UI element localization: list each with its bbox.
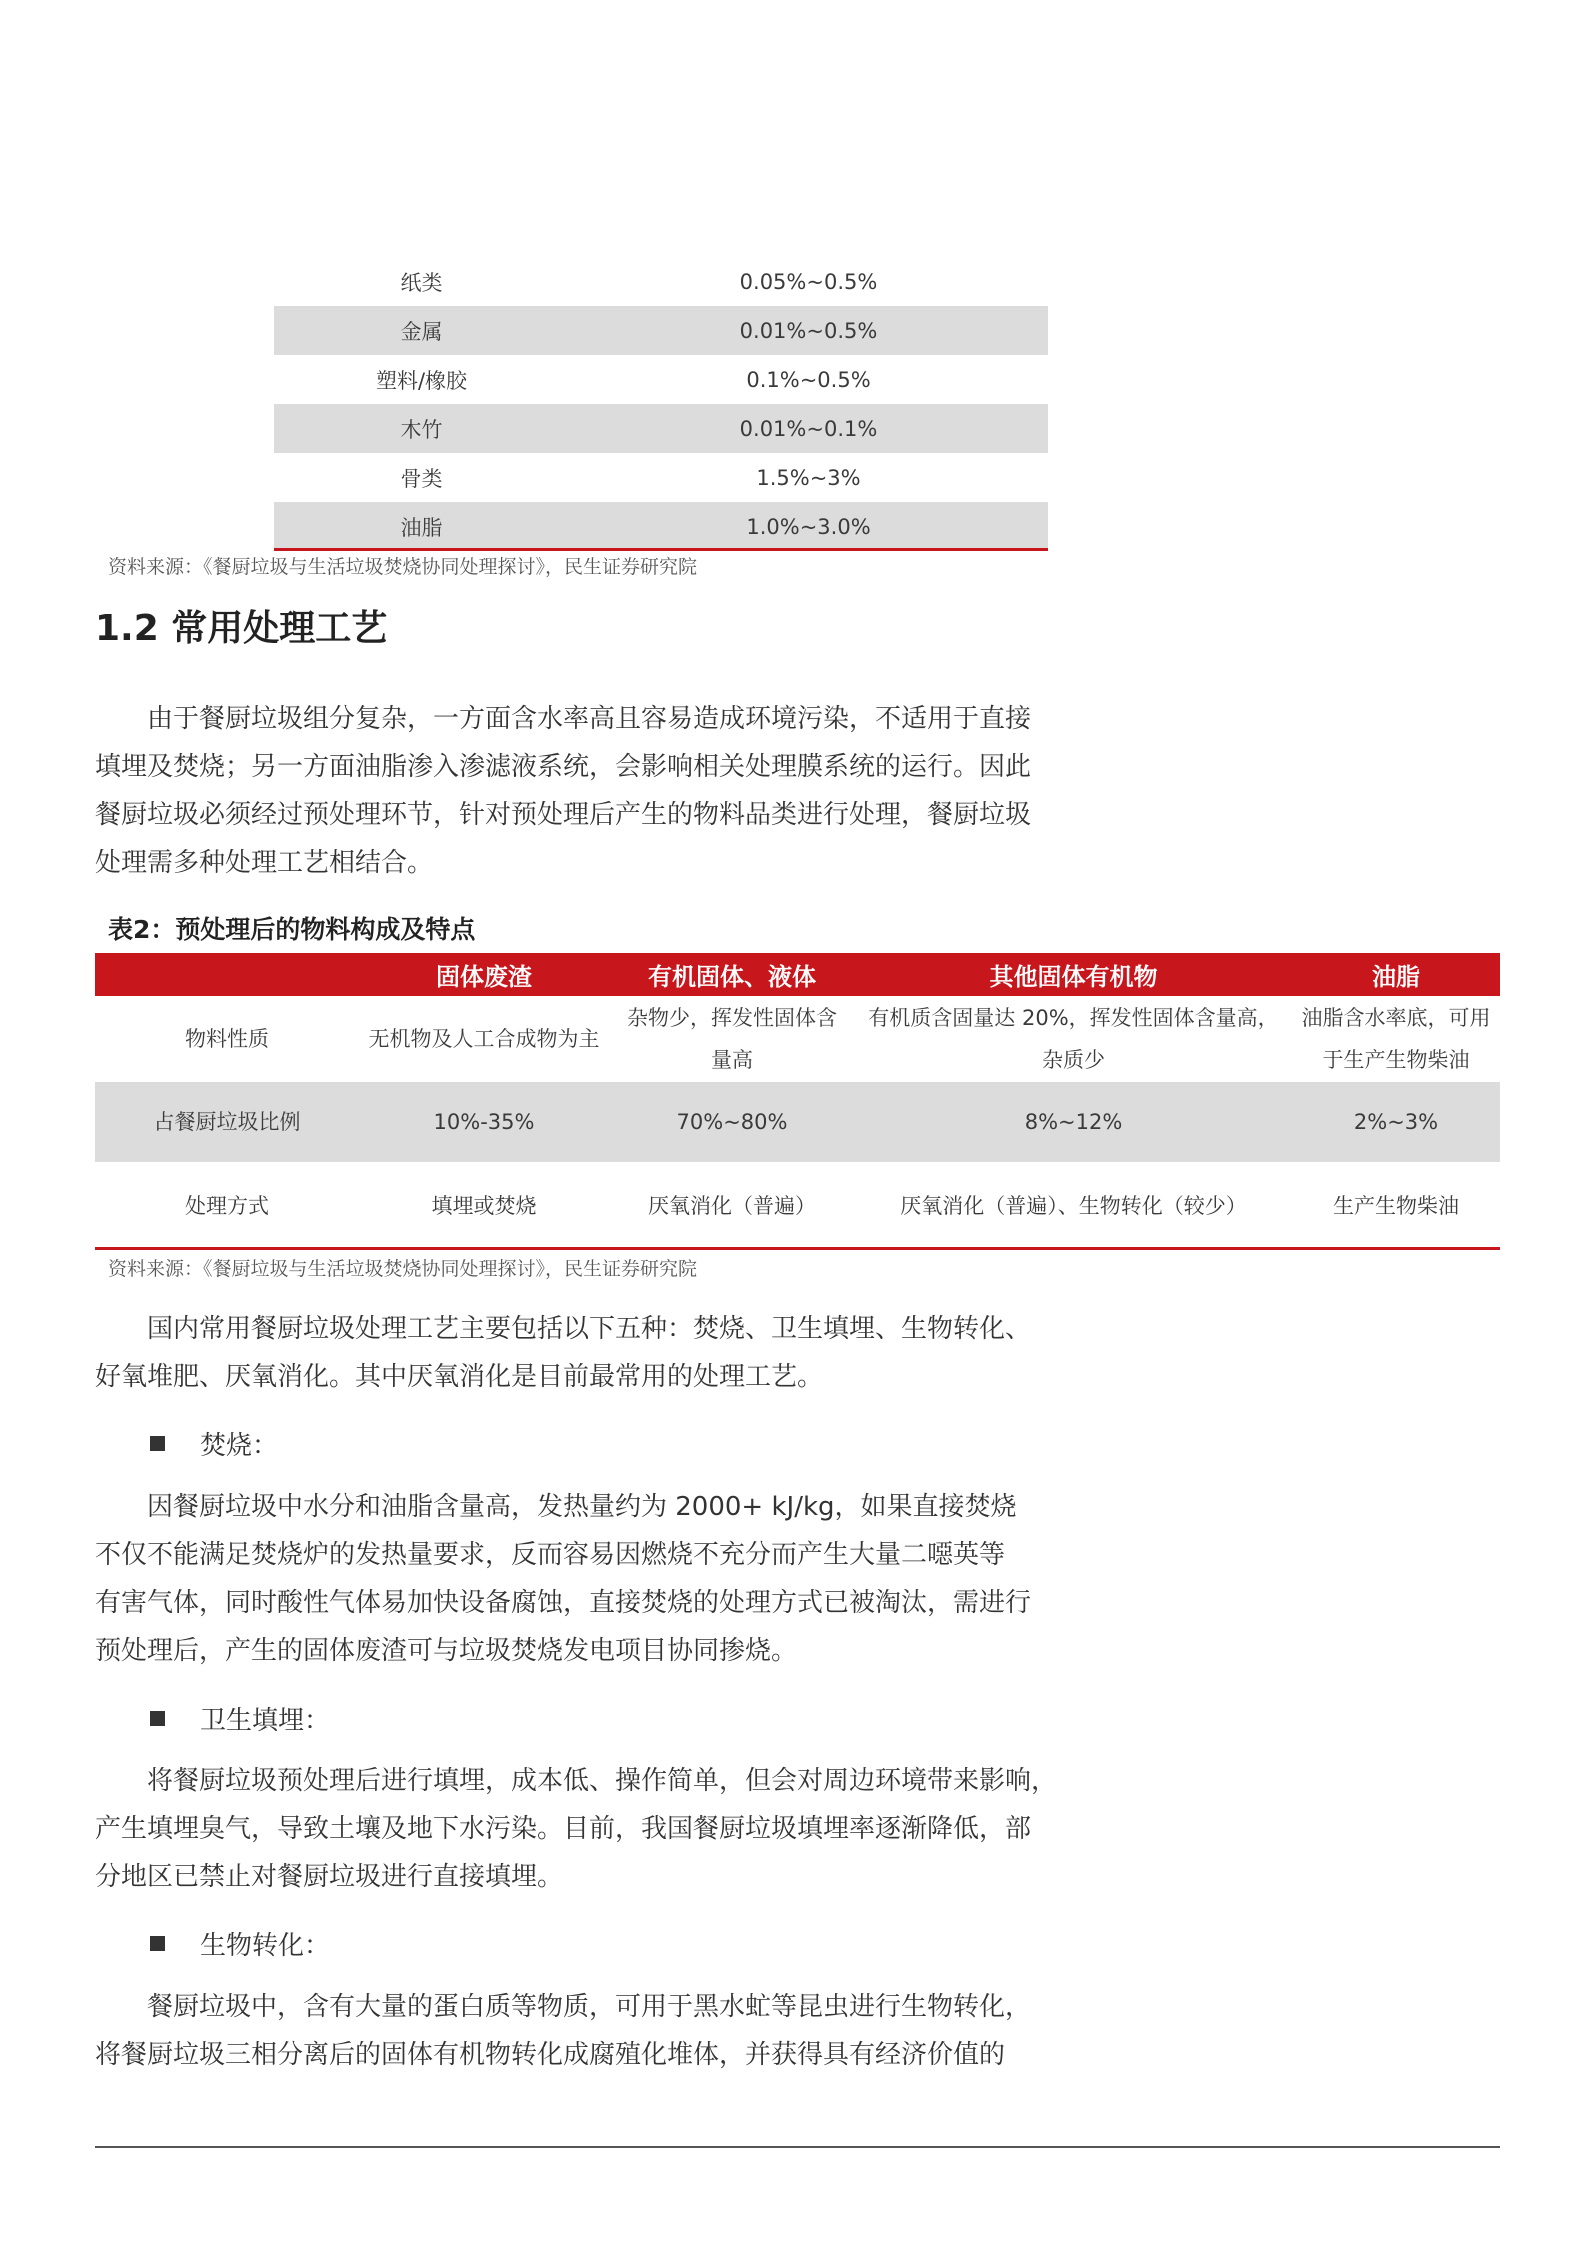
bullet-square-icon: [150, 1711, 165, 1726]
table-cell: 填埋或焚烧: [431, 1194, 537, 1218]
table-cell: 杂物少，挥发性固体含量高: [627, 1006, 837, 1072]
table-row: [274, 355, 1048, 404]
bullet-landfill: [150, 1700, 330, 1737]
table-cell: 1.5%~3%: [756, 465, 861, 490]
table-row: [274, 257, 1048, 306]
table-cell: 厌氧消化（普遍）: [648, 1194, 816, 1218]
paragraph-line: 有害气体，同时酸性气体易加快设备腐蚀，直接焚烧的处理方式已被淘汰，需进行: [95, 1588, 1032, 1618]
material-table: [95, 953, 1500, 1250]
table-cell: 木竹: [274, 404, 569, 453]
table-cell: 0.1%~0.5%: [746, 367, 871, 392]
incineration-paragraph: [95, 1483, 1045, 1675]
table-cell: 纸类: [400, 270, 443, 295]
paragraph-line: 不仅不能满足焚烧炉的发热量要求，反而容易因燃烧不充分而产生大量二噁英等: [95, 1540, 1006, 1570]
table-cell: 金属: [274, 306, 569, 355]
paragraph-line: 好氧堆肥、厌氧消化。其中厌氧消化是目前最常用的处理工艺。: [95, 1362, 824, 1392]
table-title: 表2：预处理后的物料构成及特点: [108, 915, 476, 944]
table-cell: 10%-35%: [359, 1082, 609, 1162]
section-heading: 1.2 常用处理工艺: [95, 608, 388, 649]
paragraph-line: 餐厨垃圾必须经过预处理环节，针对预处理后产生的物料品类进行处理，餐厨垃圾: [95, 800, 1032, 830]
table-cell: 有机质含固量达 20%，挥发性固体含量高，杂质少: [868, 1006, 1279, 1072]
table-cell: 油脂: [274, 502, 569, 551]
paragraph-line: 国内常用餐厨垃圾处理工艺主要包括以下五种：焚烧、卫生填埋、生物转化、: [147, 1314, 1032, 1344]
table-row: [274, 306, 1048, 355]
paragraph-line: 处理需多种处理工艺相结合。: [95, 848, 434, 878]
table-cell: 0.01%~0.5%: [569, 306, 1048, 355]
table-row: [274, 502, 1048, 551]
bullet-square-icon: [150, 1936, 165, 1951]
table-cell: 厌氧消化（普遍）、生物转化（较少）: [900, 1194, 1247, 1218]
table-cell: 无机物及人工合成物为主: [368, 1027, 600, 1051]
bullet-label: 卫生填埋：: [200, 1706, 331, 1736]
table-cell: 生产生物柴油: [1333, 1194, 1459, 1218]
composition-table: [274, 257, 1048, 551]
paragraph-line: 由于餐厨垃圾组分复杂，一方面含水率高且容易造成环境污染，不适用于直接: [147, 704, 1032, 734]
row-label: 处理方式: [185, 1194, 269, 1218]
column-header: 其他固体有机物: [855, 953, 1292, 996]
table-cell: 8%~12%: [855, 1082, 1292, 1162]
bioconversion-paragraph: [95, 1983, 1045, 2079]
table-row: [274, 453, 1048, 502]
table-source: 资料来源：《餐厨垃圾与生活垃圾焚烧协同处理探讨》，民生证券研究院: [108, 556, 698, 578]
paragraph-line: 将餐厨垃圾预处理后进行填埋，成本低、操作简单，但会对周边环境带来影响，: [147, 1766, 1058, 1796]
bullet-square-icon: [150, 1436, 165, 1451]
intro-paragraph: [95, 695, 1045, 887]
table-row: [95, 996, 1500, 1082]
landfill-paragraph: [95, 1757, 1058, 1901]
paragraph-line: 填埋及焚烧；另一方面油脂渗入渗滤液系统，会影响相关处理膜系统的运行。因此: [95, 752, 1032, 782]
column-header: [95, 953, 359, 996]
paragraph-line: 因餐厨垃圾中水分和油脂含量高，发热量约为 2000+ kJ/kg，如果直接焚烧: [147, 1492, 1017, 1522]
table-bottom-rule: [274, 548, 1048, 551]
column-header: 有机固体、液体: [609, 953, 855, 996]
table-cell: 塑料/橡胶: [375, 368, 468, 393]
table-bottom-rule: [95, 1247, 1500, 1250]
table-cell: 骨类: [400, 466, 443, 491]
methods-paragraph: [95, 1305, 1045, 1401]
table-cell: 1.0%~3.0%: [569, 502, 1048, 551]
table-cell: 0.05%~0.5%: [739, 269, 878, 294]
row-label: 占餐厨垃圾比例: [95, 1082, 359, 1162]
table-cell: 70%~80%: [609, 1082, 855, 1162]
table-cell: 油脂含水率底，可用于生产生物柴油: [1301, 1006, 1491, 1072]
table-row: [95, 1082, 1500, 1162]
bullet-label: 生物转化：: [200, 1931, 331, 1961]
footer-rule: [95, 2146, 1500, 2148]
bullet-incineration: [150, 1425, 278, 1462]
bullet-label: 焚烧：: [200, 1431, 279, 1461]
table-header-row: [95, 953, 1500, 996]
table-row: [95, 1162, 1500, 1250]
table-cell: 0.01%~0.1%: [569, 404, 1048, 453]
paragraph-line: 将餐厨垃圾三相分离后的固体有机物转化成腐殖化堆体，并获得具有经济价值的: [95, 2040, 1006, 2070]
column-header: 油脂: [1292, 953, 1500, 996]
row-label: 物料性质: [185, 1027, 269, 1051]
paragraph-line: 分地区已禁止对餐厨垃圾进行直接填埋。: [95, 1862, 564, 1892]
bullet-bioconversion: [150, 1925, 330, 1962]
paragraph-line: 餐厨垃圾中，含有大量的蛋白质等物质，可用于黑水虻等昆虫进行生物转化，: [147, 1992, 1032, 2022]
paragraph-line: 预处理后，产生的固体废渣可与垃圾焚烧发电项目协同掺烧。: [95, 1636, 798, 1666]
table-cell: 2%~3%: [1292, 1082, 1500, 1162]
table-source: 资料来源：《餐厨垃圾与生活垃圾焚烧协同处理探讨》，民生证券研究院: [108, 1258, 698, 1280]
column-header: 固体废渣: [359, 953, 609, 996]
table-row: [274, 404, 1048, 453]
paragraph-line: 产生填埋臭气，导致土壤及地下水污染。目前，我国餐厨垃圾填埋率逐渐降低，部: [95, 1814, 1032, 1844]
